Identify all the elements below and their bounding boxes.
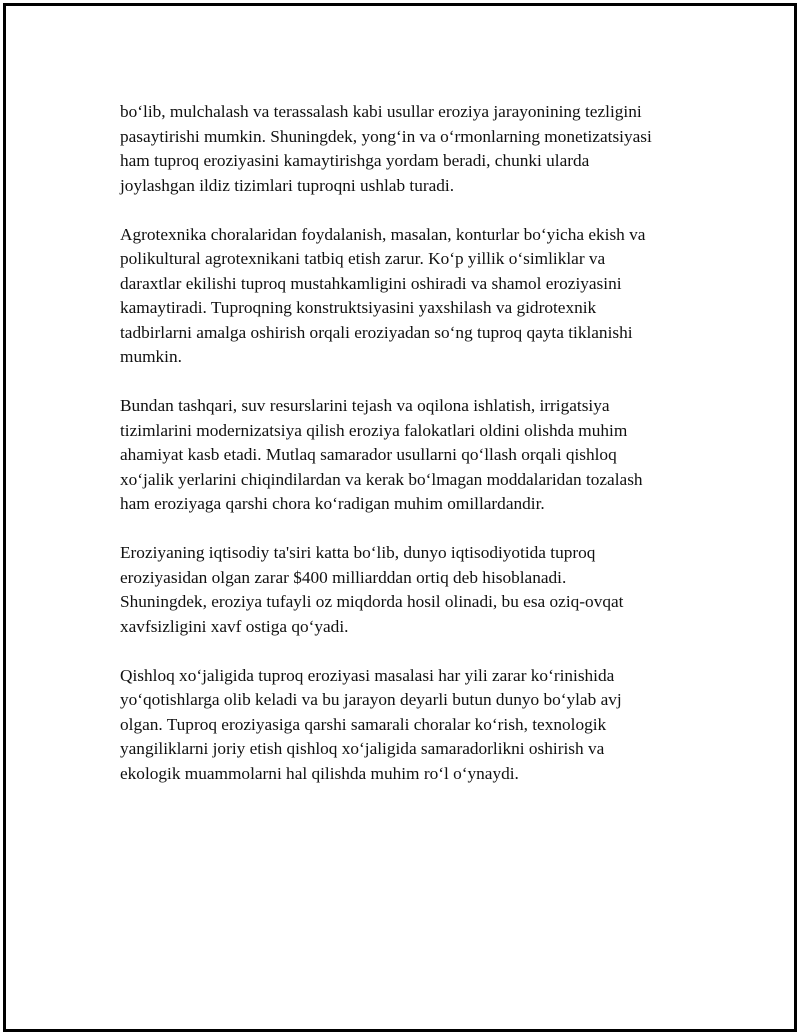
paragraph-5: Qishloq xo‘jaligida tuproq eroziyasi masalasi har yili zarar ko‘rinishida yo‘qotishlarga olib keladi va bu jarayon deyarli butun dunyo bo‘ylab avj olgan. Tuproq eroziyasiga qarshi samarali choralar ko‘rish, texnologik yangiliklarni joriy etish qishloq xo‘jaligida samaradorlikni oshirish va ekologik muammolarni hal qilishda muhim ro‘l o‘ynaydi. xyxy=(120,665,622,783)
paragraph-1: bo‘lib, mulchalash va terassalash kabi usullar eroziya jarayonining tezligini pasaytirishi mumkin. Shuningdek, yong‘in va o‘rmonlarning monetizatsiyasi ham tuproq eroziyasini kamaytirishga yordam beradi, chunki ularda joylashgan ildiz tizimlari tuproqni ushlab turadi. xyxy=(120,102,652,195)
document-body xyxy=(120,100,700,811)
paragraph-4: Eroziyaning iqtisodiy ta'siri katta bo‘lib, dunyo iqtisodiyotida tuproq eroziyasidan olgan zarar $400 milliarddan ortiq deb hisoblanadi. Shuningdek, eroziya tufayli oz miqdorda hosil olinadi, bu esa oziq-ovqat xavfsizligini xavf ostiga qo‘yadi. xyxy=(120,543,624,636)
paragraph-3: Bundan tashqari, suv resurslarini tejash va oqilona ishlatish, irrigatsiya tizimlarini modernizatsiya qilish eroziya falokatlari oldini olishda muhim ahamiyat kasb etadi. Mutlaq samarador usullarni qo‘llash orqali qishloq xo‘jalik yerlarini chiqindilardan va kerak bo‘lmagan moddalaridan tozalash ham eroziyaga qarshi chora ko‘radigan muhim omillardandir. xyxy=(120,396,643,513)
document-page xyxy=(3,3,797,1032)
paragraph-2: Agrotexnika choralaridan foydalanish, masalan, konturlar bo‘yicha ekish va polikultural agrotexnikani tatbiq etish zarur. Ko‘p yillik o‘simliklar va daraxtlar ekilishi tuproq mustahkamligini oshiradi va shamol eroziyasini kamaytiradi. Tuproqning konstruktsiyasini yaxshilash va gidrotexnik tadbirlarni amalga oshirish orqali eroziyadan so‘ng tuproq qayta tiklanishi mumkin. xyxy=(120,224,646,366)
